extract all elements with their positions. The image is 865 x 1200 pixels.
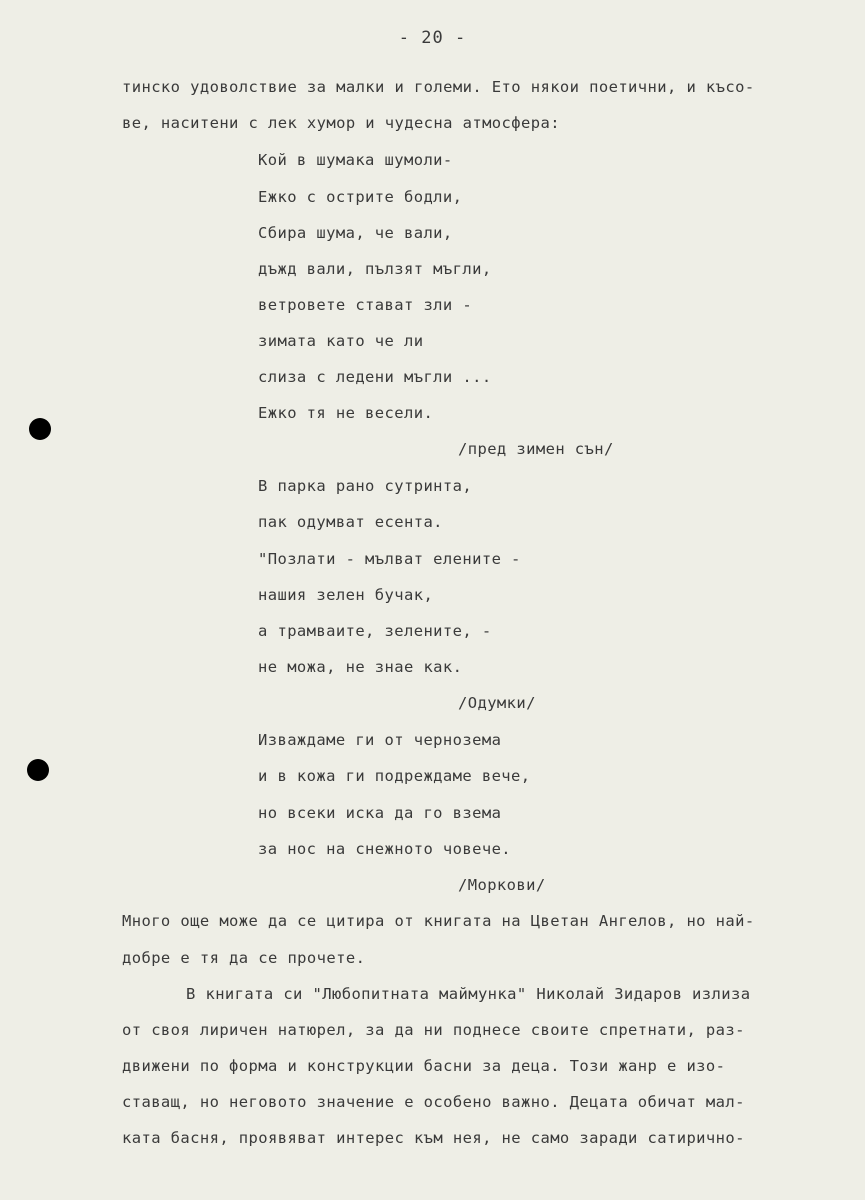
- intro-line: тинско удоволствие за малки и големи. Ето някои поетични, и късо-: [122, 78, 755, 96]
- poem1-line: Кой в шумака шумоли-: [258, 151, 453, 169]
- paragraph-line: ставащ, но неговото значение е особено важно. Децата обичат мал-: [122, 1093, 745, 1111]
- poem3-line: и в кожа ги подреждаме вече,: [258, 767, 531, 785]
- poem3-line: но всеки иска да го взема: [258, 804, 502, 822]
- poem2-title: /Одумки/: [458, 694, 536, 712]
- poem3-title: /Моркови/: [458, 876, 546, 894]
- poem1-line: Ежко тя не весели.: [258, 404, 434, 422]
- paragraph-line: В книгата си "Любопитната маймунка" Николай Зидаров излиза: [186, 985, 751, 1003]
- poem1-line: дъжд вали, пълзят мъгли,: [258, 260, 492, 278]
- paragraph-line: движени по форма и конструкции басни за деца. Този жанр е изо-: [122, 1057, 726, 1075]
- poem3-line: за нос на снежното човече.: [258, 840, 512, 858]
- punch-hole: [27, 759, 49, 781]
- paragraph-line: ката басня, проявяват интерес към нея, не само заради сатирично-: [122, 1129, 745, 1147]
- poem1-line: зимата като че ли: [258, 332, 424, 350]
- paragraph-line: от своя лиричен натюрел, за да ни поднесе своите спретнати, раз-: [122, 1021, 745, 1039]
- punch-hole: [29, 418, 51, 440]
- poem3-line: Изваждаме ги от черноземa: [258, 731, 502, 749]
- poem2-line: а трамваите, зелените, -: [258, 622, 492, 640]
- poem1-line: ветровете стават зли -: [258, 296, 473, 314]
- poem1-line: Сбира шума, че вали,: [258, 224, 453, 242]
- poem1-line: Ежко с острите бодли,: [258, 188, 463, 206]
- page-number: - 20 -: [398, 28, 467, 48]
- poem1-line: слиза с ледени мъгли ...: [258, 368, 492, 386]
- poem1-title: /пред зимен сън/: [458, 440, 614, 458]
- closing-line: Много още може да се цитира от книгата на Цветан Ангелов, но най-: [122, 912, 755, 930]
- poem2-line: В парка рано сутринта,: [258, 477, 473, 495]
- closing-line: добре е тя да се прочете.: [122, 949, 366, 967]
- intro-line: ве, наситени с лек хумор и чудесна атмосфера:: [122, 114, 560, 132]
- poem2-line: пак одумват есента.: [258, 513, 443, 531]
- poem2-line: не можа, не знае как.: [258, 658, 463, 676]
- poem2-line: нашия зелен бучак,: [258, 586, 434, 604]
- poem2-line: "Позлати - мълват елените -: [258, 550, 521, 568]
